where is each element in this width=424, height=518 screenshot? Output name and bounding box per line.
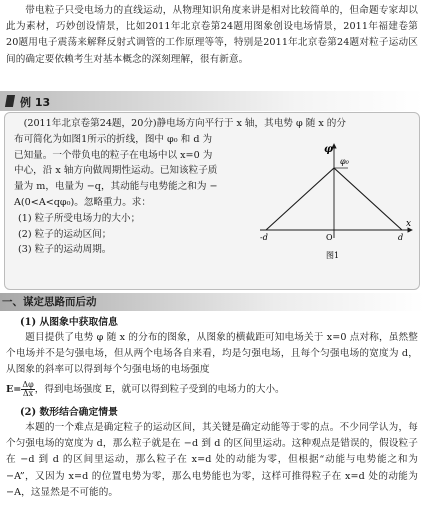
stem-line: 布可简化为如图1所示的折线，图中 φ₀ 和 d 为 — [14, 133, 213, 145]
subsection-1-title: (1) 从图象中获取信息 — [20, 317, 118, 328]
stem-line: (2011年北京卷第24题，20分)静电场方向平行于 x 轴，其电势 φ 随 x 的分 — [23, 118, 346, 129]
analysis-paragraph-1: 题目提供了电势 φ 随 x 的分布的图象，从图象的横截距可知电场关于 x=0 点对称，虽然整个电场并不是匀强电场，但从两个电场各自来看，均是匀强电场，且每个匀强电场的宽度为 d，从图象的斜率可以得到每个匀强电场的电场强度 — [6, 332, 418, 376]
stem-line: 量为 m，电量为 −q，其动能与电势能之和为 − — [14, 181, 218, 193]
formula-numerator: Δφ — [22, 380, 34, 389]
formula-denominator: Δx — [22, 389, 34, 398]
question-1: (1) 粒子所受电场力的大小； — [18, 212, 141, 224]
x-axis-label: x — [406, 219, 412, 229]
example-label: 例 13 — [20, 96, 51, 109]
formula-tail: ，得到电场强度 E，就可以得到粒子受到的电场力的大小。 — [34, 384, 285, 395]
right-tick-label: d — [398, 233, 404, 242]
formula-lead: E= — [6, 384, 22, 395]
question-2: (2) 粒子的运动区间； — [18, 228, 112, 240]
stem-line: 中心，沿 x 轴方向做周期性运动。已知该粒子质 — [14, 165, 218, 177]
y-axis-label: φ — [324, 144, 334, 155]
formula-fraction — [21, 381, 34, 398]
figure-caption: 图1 — [326, 251, 340, 260]
intro-paragraph: 带电粒子只受电场力的直线运动，从物理知识角度来讲是相对比较简单的，但命题专家却以此为素材，巧妙创设情景，比如2011年北京卷第24题用图象创设电场情景，2011年福建卷第20题用电子震荡来解释反射式调管的工作原理等等，特别是2011年北京卷第24题对粒子运动区间的确定要依赖考生对基本概念的深刻理解，很有新意。 — [6, 5, 418, 65]
origin-label: O — [326, 233, 333, 242]
section-title: 一、谋定思路而后动 — [2, 296, 97, 308]
example-header-bar — [0, 91, 424, 111]
potential-figure — [256, 138, 418, 266]
analysis-paragraph-2: 本题的一个难点是确定粒子的运动区间，其关键是确定动能等于零的点。不少同学认为，每个匀强电场的宽度为 d，那么粒子就是在 −d 到 d 的区间里运动。这种观点是错误的，假设粒子在 −d 到 d 的区间里运动，那么粒子在 x=d 处的动能为零，但根据“动能与电势能之和为 −A”，又因为 x=d 的位置电势为零，那么电势能也为零，这样可推得粒子在 x=d 处的动能为 −A，这显然是不可能的。 — [6, 422, 418, 498]
question-3: (3) 粒子的运动周期。 — [18, 244, 112, 256]
left-tick-label: -d — [260, 233, 268, 242]
subsection-2-title: (2) 数形结合确定情景 — [20, 407, 118, 418]
formula-line — [6, 381, 416, 398]
stem-line: 已知量。一个带负电的粒子在电场中以 x=0 为 — [14, 149, 213, 161]
peak-label: φ₀ — [340, 157, 349, 166]
stem-line: A(0<A<qφ₀)。忽略重力。求： — [14, 196, 151, 208]
